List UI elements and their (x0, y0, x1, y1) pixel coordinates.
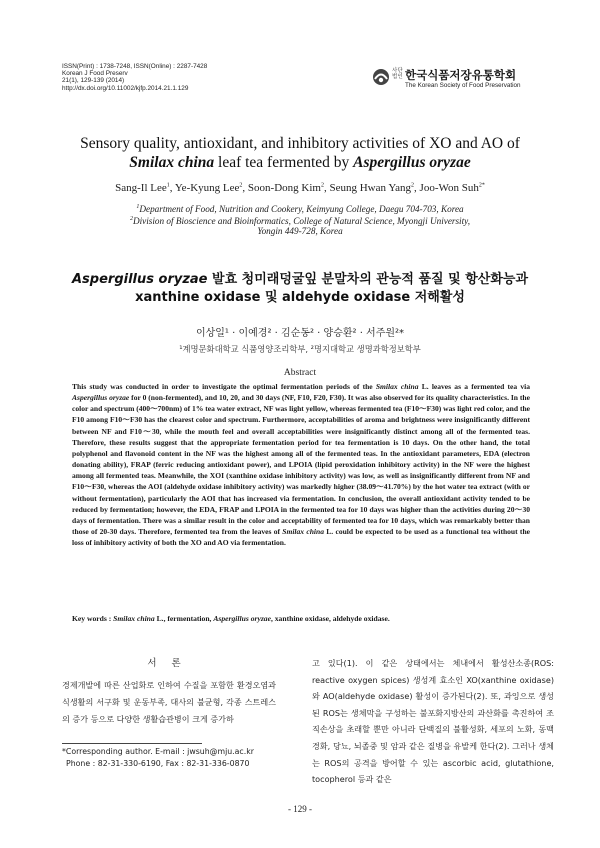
paper-title-en-line2 (40, 153, 560, 172)
author-name: Soon-Dong Kim (247, 182, 321, 194)
keywords-line (72, 614, 530, 623)
abstract-body (72, 381, 530, 548)
affiliation-sup: 2 (129, 216, 133, 222)
abstract-text: This study was conducted in order to investigate the optimal fermentation periods of the (72, 382, 376, 391)
society-name-kr: 한국식품저장유통학회 (405, 68, 517, 82)
affiliation-2-cont: Yongin 449-728, Korea (257, 226, 343, 236)
affiliation-text: Department of Food, Nutrition and Cookery, Keimyung College, Daegu 704-703, Korea (139, 204, 464, 215)
corresponding-author-footnote (62, 746, 254, 769)
affiliation-text: Division of Bioscience and Bioinformatics, College of Natural Science, Myongji University, (132, 216, 471, 227)
abstract-italic: Smilax china (375, 382, 419, 391)
author-name: Ye-Kyung Lee (174, 182, 240, 194)
author-name: Joo-Won Suh (419, 182, 479, 194)
title-fungus: Aspergillus oryzae (353, 154, 471, 171)
keyword-italic: Aspergillus oryzae (213, 614, 271, 623)
author-sup: 2 (239, 182, 243, 189)
intro-left-column: 경제개발에 따른 산업화로 인하여 수질을 포함한 환경오염과 식생활의 서구화 및 운동부족, 대사의 불균형, 각종 스트레스의 증가 등으로 다양한 생활습관병이 크게 증가하 (62, 680, 276, 724)
title-species: Smilax china (129, 154, 215, 171)
title-mid: leaf tea fermented by (214, 154, 354, 171)
abstract-text: L. could be expected to be used as a functional tea without the loss of inhibitory activity of both the XO and AO via fermentation. (72, 527, 530, 548)
author-sup: 1 (166, 182, 170, 189)
abstract-italic: Aspergillus oryzae (72, 393, 130, 403)
society-logo (372, 66, 552, 96)
logo-prefix-line2: 법인 (392, 74, 403, 80)
affiliations-kr: ¹계명문화대학교 식품영양조리학부, ²명지대학교 생명과학정보학부 (179, 344, 421, 354)
affiliation-sup: 1 (136, 204, 140, 210)
footnote-phone: Phone : 82-31-330-6190, Fax : 82-31-336-0870 (66, 758, 250, 768)
keyword-text: L., fermentation, (154, 614, 214, 623)
journal-name: Korean J Food Preserv (62, 70, 128, 78)
society-name-en: The Korean Society of Food Preservation (405, 82, 521, 89)
keywords-label: Key words : (72, 614, 114, 623)
paper-title-kr-line1 (40, 271, 560, 289)
author-name: Sang-Il Lee (115, 182, 167, 194)
issn-line: ISSN(Print) : 1738-7248, ISSN(Online) : 2287-7428 (62, 63, 208, 70)
keyword-text: , xanthine oxidase, aldehyde oxidase. (270, 614, 390, 623)
abstract-italic: Smilax china (282, 527, 324, 537)
volume-line: 21(1), 129-139 (2014) (62, 77, 125, 85)
abstract-text: L. leaves as a fermented tea via (418, 382, 530, 391)
abstract-heading: Abstract (283, 368, 317, 378)
paper-title-en-line1: Sensory quality, antioxidant, and inhibitory activities of XO and AO of (80, 135, 520, 152)
journal-metadata (62, 63, 207, 92)
introduction-heading: 서 론 (147, 658, 187, 669)
doi-link[interactable]: http://dx.doi.org/10.11002/kjfp.2014.21.1.129 (62, 84, 189, 92)
title-kr-rest: 발효 청미래덩굴잎 분말차의 관능적 품질 및 항산화능과 (207, 272, 528, 287)
author-sup: 2 (411, 182, 415, 189)
author-name: Seung Hwan Yang (329, 182, 412, 194)
keyword-italic: Smilax china (113, 614, 155, 623)
footnote-divider (62, 743, 202, 744)
page-number: - 129 - (288, 804, 312, 814)
society-emblem-icon (372, 68, 390, 86)
author-list-en: Sang-Il Lee$^1$, Ye-Kyung Lee$^2$, Soon-Dong Kim$^2$, Seung Hwan Yang$^2$, Joo-Won Suh$^{2*}$ (115, 182, 485, 194)
intro-right-column: 고 있다(1). 이 같은 상태에서는 체내에서 활성산소종(ROS: reactive oxygen spices) 생성계 효소인 XO(xanthine oxidase)와 AO(aldehyde oxidase) 활성이 증가된다(2). 또, 과잉으로 생성된 ROS는 생체막을 구성하는 불포화지방산의 과산화를 촉진하여 조직손상을 초래할 뿐만 아니라 단백질의 불활성화, 세포의 노화, 동맥경화, 당뇨, 뇌졸중 및 암과 같은 질병을 유발케 한다(2). 그러나 생체는 ROS의 공격을 방어할 수 있는 ascorbic acid, glutathione, tocopherol 등과 같은 (312, 658, 554, 785)
abstract-text: for 0 (non-fermented), and 10, 20, and 30 days (NF, F10, F20, F30). It was also observed for its quality characteristics. In the color and spectrum (400～700nm) of 1% tea water extract, NF was light yellow, whereas fermented tea (F10～F30) was light red color, and the F10 among F10～F30 has the clearest color and spectrum. Furthermore, acceptabilities of aroma and brightness were insignificantly different between NF and F10～30, while the mouth feel and overall acceptabilities were insignificantly distinct among all of the fermented teas. Therefore, these results suggest that the appropriate fermentation period for tea fermentation is 10 days. On the other hand, the total polyphenol and flavonoid content in the NF was the highest among all of the fermented teas. In the antioxidant parameters, EDA (electron donating ability), FRAP (ferric reducing antioxidant power), and LPOIA (lipid peroxidation inhibitory activity) in the NF were the highest among all fermented teas. Meanwhile, the XOI (xanthine oxidase inhibitory activity) was low, as well as insignificantly different from NF and F10～F30, whereas the AOI (aldehyde oxidase inhibitory activity) was markedly higher (38.09～41.70%) by the hot water tea extract (with or without fermentation), particularly the AOI that has increased via fermentation. In conclusion, the overall antioxidant activity tended to be reduced by fermentation; however, the EDA, FRAP and LPOIA in the fermented tea for 10 days was higher than the activities during 20～30 days of fermentation. There was a similar result in the color and acceptability of fermented tea for 10 days, which was remarkably better than those of 20-30 days. Therefore, fermented tea from the leaves of (72, 393, 530, 537)
author-sup: 2 (320, 182, 324, 189)
logo-prefix (392, 68, 404, 80)
logo-prefix-line1: 사단 (392, 68, 403, 74)
paper-title-kr-line2: xanthine oxidase 및 aldehyde oxidase 저해활성 (135, 290, 465, 305)
footnote-email: *Corresponding author. E-mail : jwsuh@mju.ac.kr (62, 747, 254, 756)
title-kr-fungus: Aspergillus oryzae (71, 272, 208, 287)
author-sup: 2* (478, 182, 485, 189)
author-list-kr: 이상일¹ · 이예경² · 김순동² · 양승환² · 서주원²* (195, 328, 405, 339)
